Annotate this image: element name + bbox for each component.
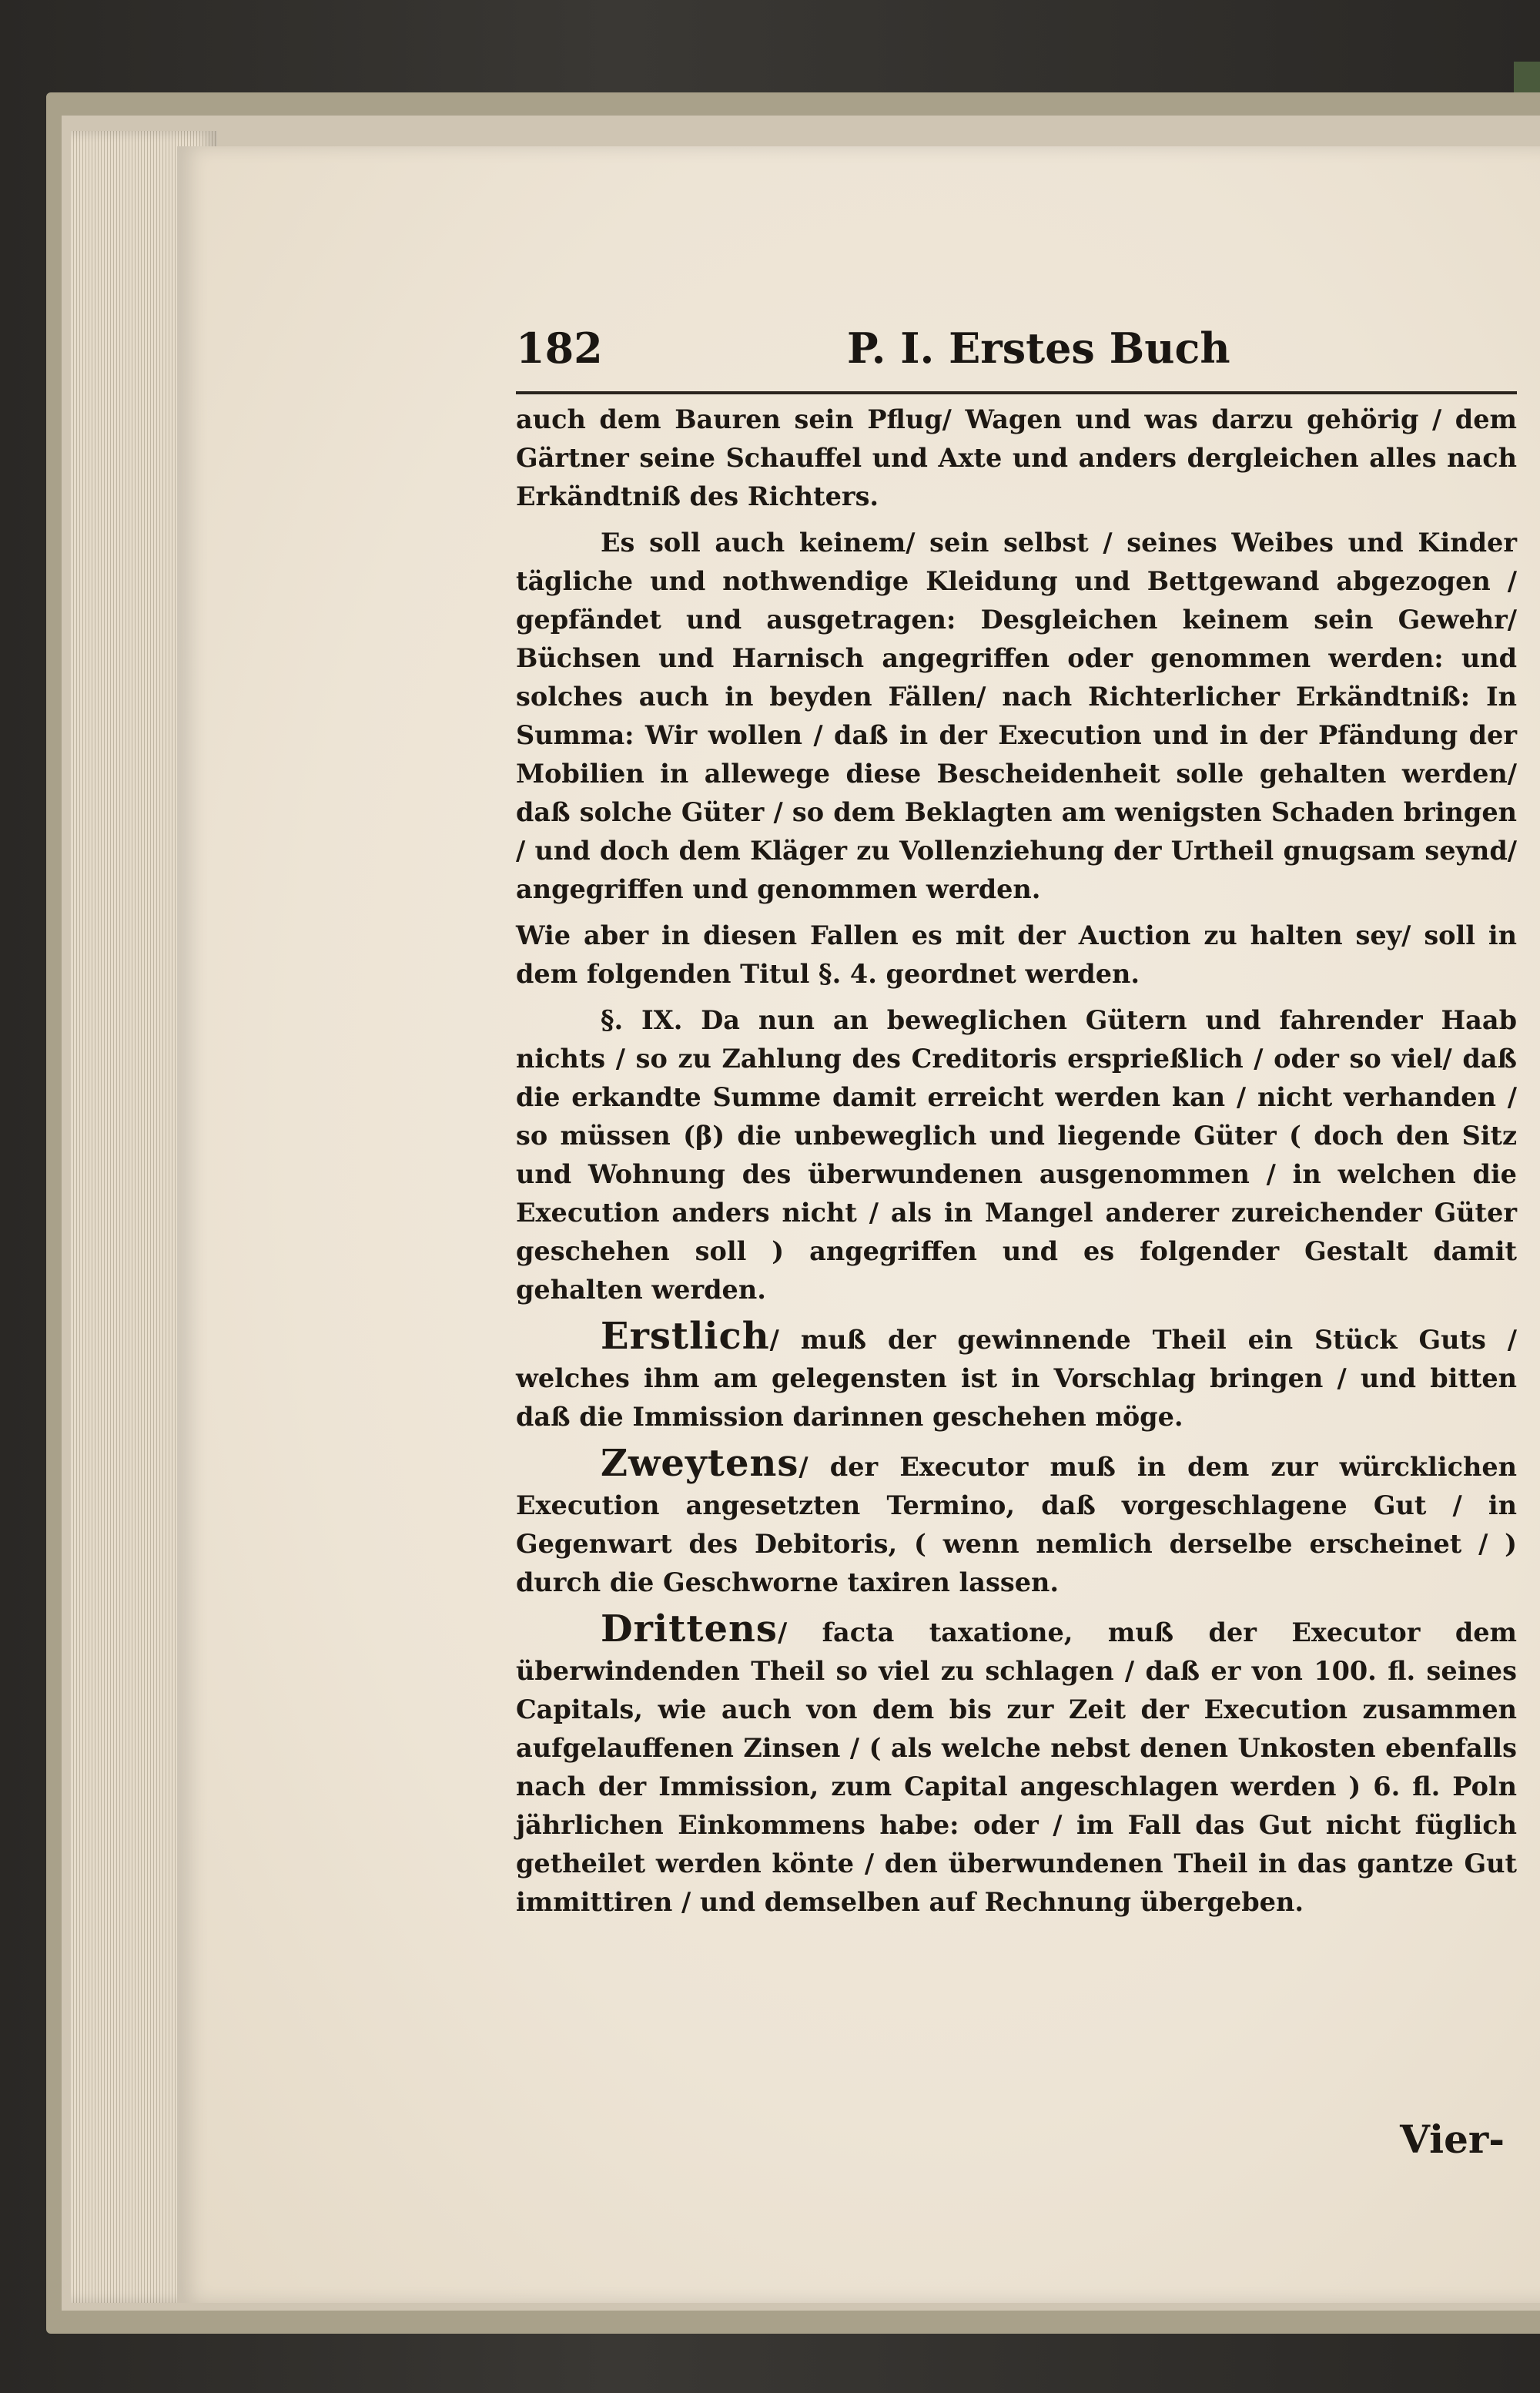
enumerated-paragraph: [516, 1317, 1517, 1436]
lead-word: Erstlich: [601, 1315, 770, 1358]
enumerated-paragraph: [516, 1444, 1517, 1602]
lead-word: Zweytens: [601, 1442, 799, 1485]
paragraph: Es soll auch keinem/ sein selbst / seines Weibes und Kinder tägliche und nothwendige Kleidung und Bettgewand abgezogen / gepfändet und ausgetragen: Desgleichen keinem sein Gewehr/ Büchsen und Harnisch angegriffen oder genommen werden: und solches auch in beyden Fällen/ nach Richterlicher Erkändtniß: In Summa: Wir wollen / daß in der Execution und in der Pfändung der Mobilien in allewege diese Bescheidenheit solle gehalten werden/ daß solche Güter / so dem Beklagten am wenigsten Schaden bringen / und doch dem Kläger zu Vollenziehung der Urtheil gnugsam seynd/ angegriffen und genommen werden.: [516, 528, 1517, 904]
page-number: 182: [516, 323, 603, 373]
enumerated-text: / facta taxatione, muß der Executor dem überwindenden Theil so viel zu schlagen / daß er von 100. fl. seines Capitals, wie auch von dem bis zur Zeit der Execution zusammen aufgelauffenen Zinsen / ( als welche nebst denen Unkosten ebenfalls nach der Immission, zum Capital angeschlagen werden ) 6. fl. Poln jährlichen Einkommens habe: oder / im Fall das Gut nicht füglich getheilet werden könte / den überwundenen Theil in das gantze Gut immittiren / und demselben auf Rechnung übergeben.: [516, 1617, 1517, 1917]
paragraph: auch dem Bauren sein Pflug/ Wagen und was darzu gehörig / dem Gärtner seine Schauffel und Axte und anders dergleichen alles nach Erkändtniß des Richters.: [516, 404, 1517, 511]
catchword: Vier-: [1400, 2116, 1505, 2162]
lead-word: Drittens: [601, 1607, 778, 1651]
enumerated-paragraph: [516, 1607, 1517, 1922]
enumerated-text: / muß der gewinnende Theil ein Stück Guts / welches ihm am gelegensten ist in Vorschlag bringen / und bitten daß die Immission darinnen geschehen möge.: [516, 1325, 1517, 1432]
page-header: [516, 323, 1517, 387]
paragraph: Wie aber in diesen Fallen es mit der Auction zu halten sey/ soll in dem folgenden Titul §. 4. geordnet werden.: [516, 920, 1517, 989]
header-rule: [516, 391, 1517, 394]
paragraph-section-ix: §. IX. Da nun an beweglichen Gütern und fahrender Haab nichts / so zu Zahlung des Creditoris erspriеßlich / oder so viel/ daß die erkandte Summe damit erreicht werden kan / nicht verhanden / so müssen (β) die unbeweglich und liegende Güter ( doch den Sitz und Wohnung des überwundenen ausgenommen / in welchen die Execution anders nicht / als in Mangel anderer zureichender Güter geschehen soll ) angegriffen und es folgender Gestalt damit gehalten werden.: [516, 1005, 1517, 1305]
enumerated-text: / der Executor muß in dem zur würcklichen Execution angesetzten Termino, daß vorgeschlagene Gut / in Gegenwart des Debitoris, ( wenn nemlich derselbe erscheinet / ) durch die Geschworne taxiren lassen.: [516, 1452, 1517, 1597]
body-text: [516, 401, 1517, 1929]
running-title: P. I. Erstes Buch: [847, 323, 1230, 373]
